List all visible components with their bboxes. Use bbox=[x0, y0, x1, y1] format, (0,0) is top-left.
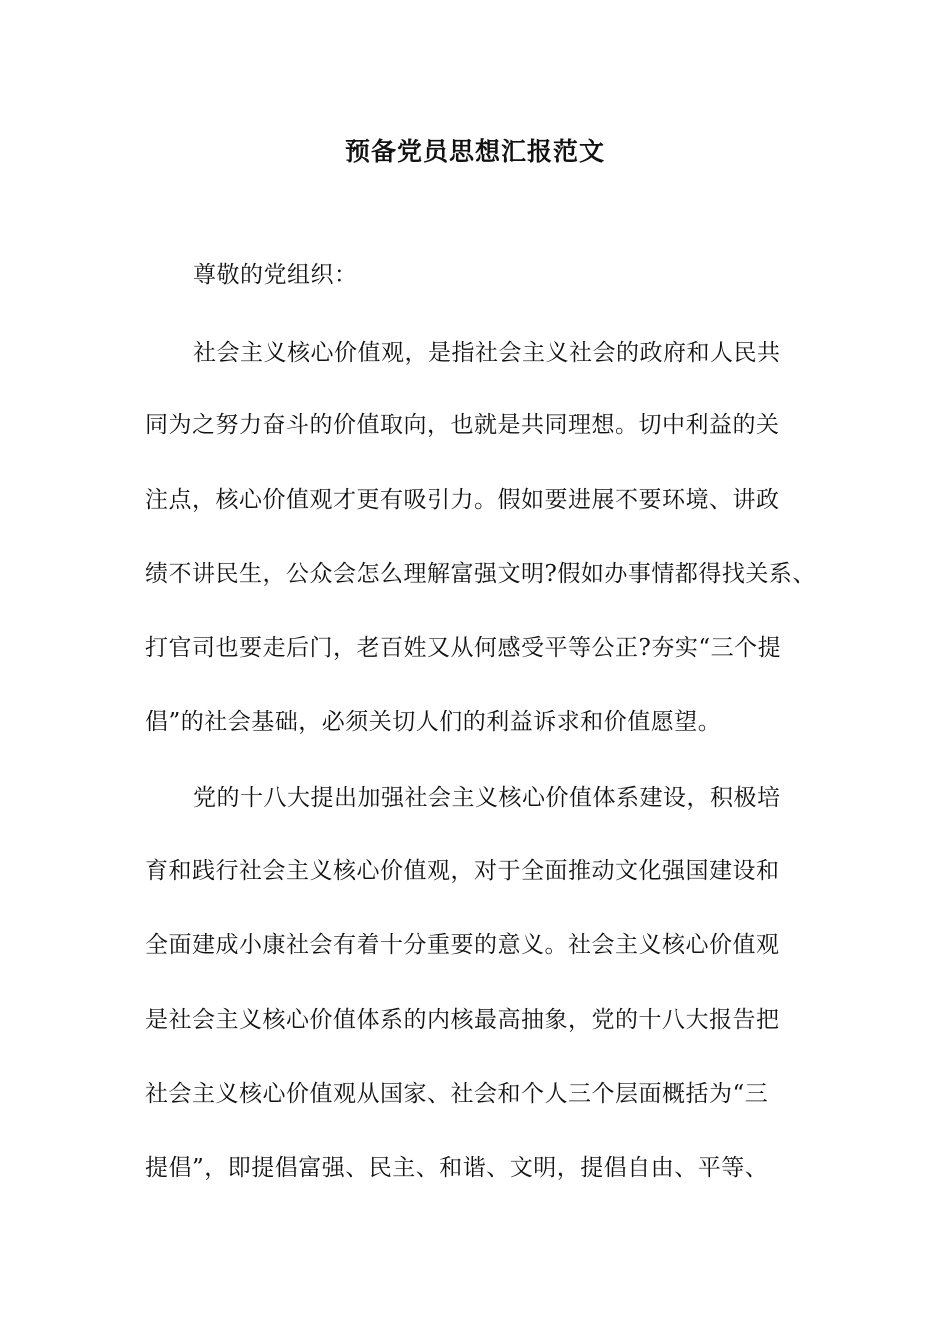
paragraph-2-line-6: 提倡”，即提倡富强、民主、和谐、文明，提倡自由、平等、 bbox=[145, 1155, 769, 1181]
paragraph-2-line-3: 全面建成小康社会有着十分重要的意义。社会主义核心价值观 bbox=[145, 932, 780, 958]
paragraph-2-line-4: 是社会主义核心价值体系的内核最高抽象，党的十八大报告把 bbox=[145, 1007, 780, 1033]
paragraph-2-line-1: 党的十八大提出加强社会主义核心价值体系建设，积极培 bbox=[193, 785, 781, 811]
paragraph-2-line-2: 育和践行社会主义核心价值观，对于全面推动文化强国建设和 bbox=[145, 858, 780, 884]
paragraph-1-line-2: 同为之努力奋斗的价值取向，也就是共同理想。切中利益的关 bbox=[145, 412, 780, 438]
paragraph-2-line-5: 社会主义核心价值观从国家、社会和个人三个层面概括为“三 bbox=[145, 1081, 769, 1107]
paragraph-1-line-1: 社会主义核心价值观，是指社会主义社会的政府和人民共 bbox=[193, 340, 781, 366]
paragraph-1-line-3: 注点，核心价值观才更有吸引力。假如要进展不要环境、讲政 bbox=[145, 487, 780, 513]
salutation: 尊敬的党组织： bbox=[193, 262, 358, 288]
paragraph-1-line-4: 绩不讲民生，公众会怎么理解富强文明?假如办事情都得找关系、 bbox=[145, 561, 816, 587]
paragraph-1-line-5: 打官司也要走后门，老百姓又从何感受平等公正?夯实“三个提 bbox=[145, 635, 782, 661]
paragraph-1-line-6: 倡”的社会基础，必须关切人们的利益诉求和价值愿望。 bbox=[145, 709, 722, 735]
document-title: 预备党员思想汇报范文 bbox=[344, 137, 605, 166]
